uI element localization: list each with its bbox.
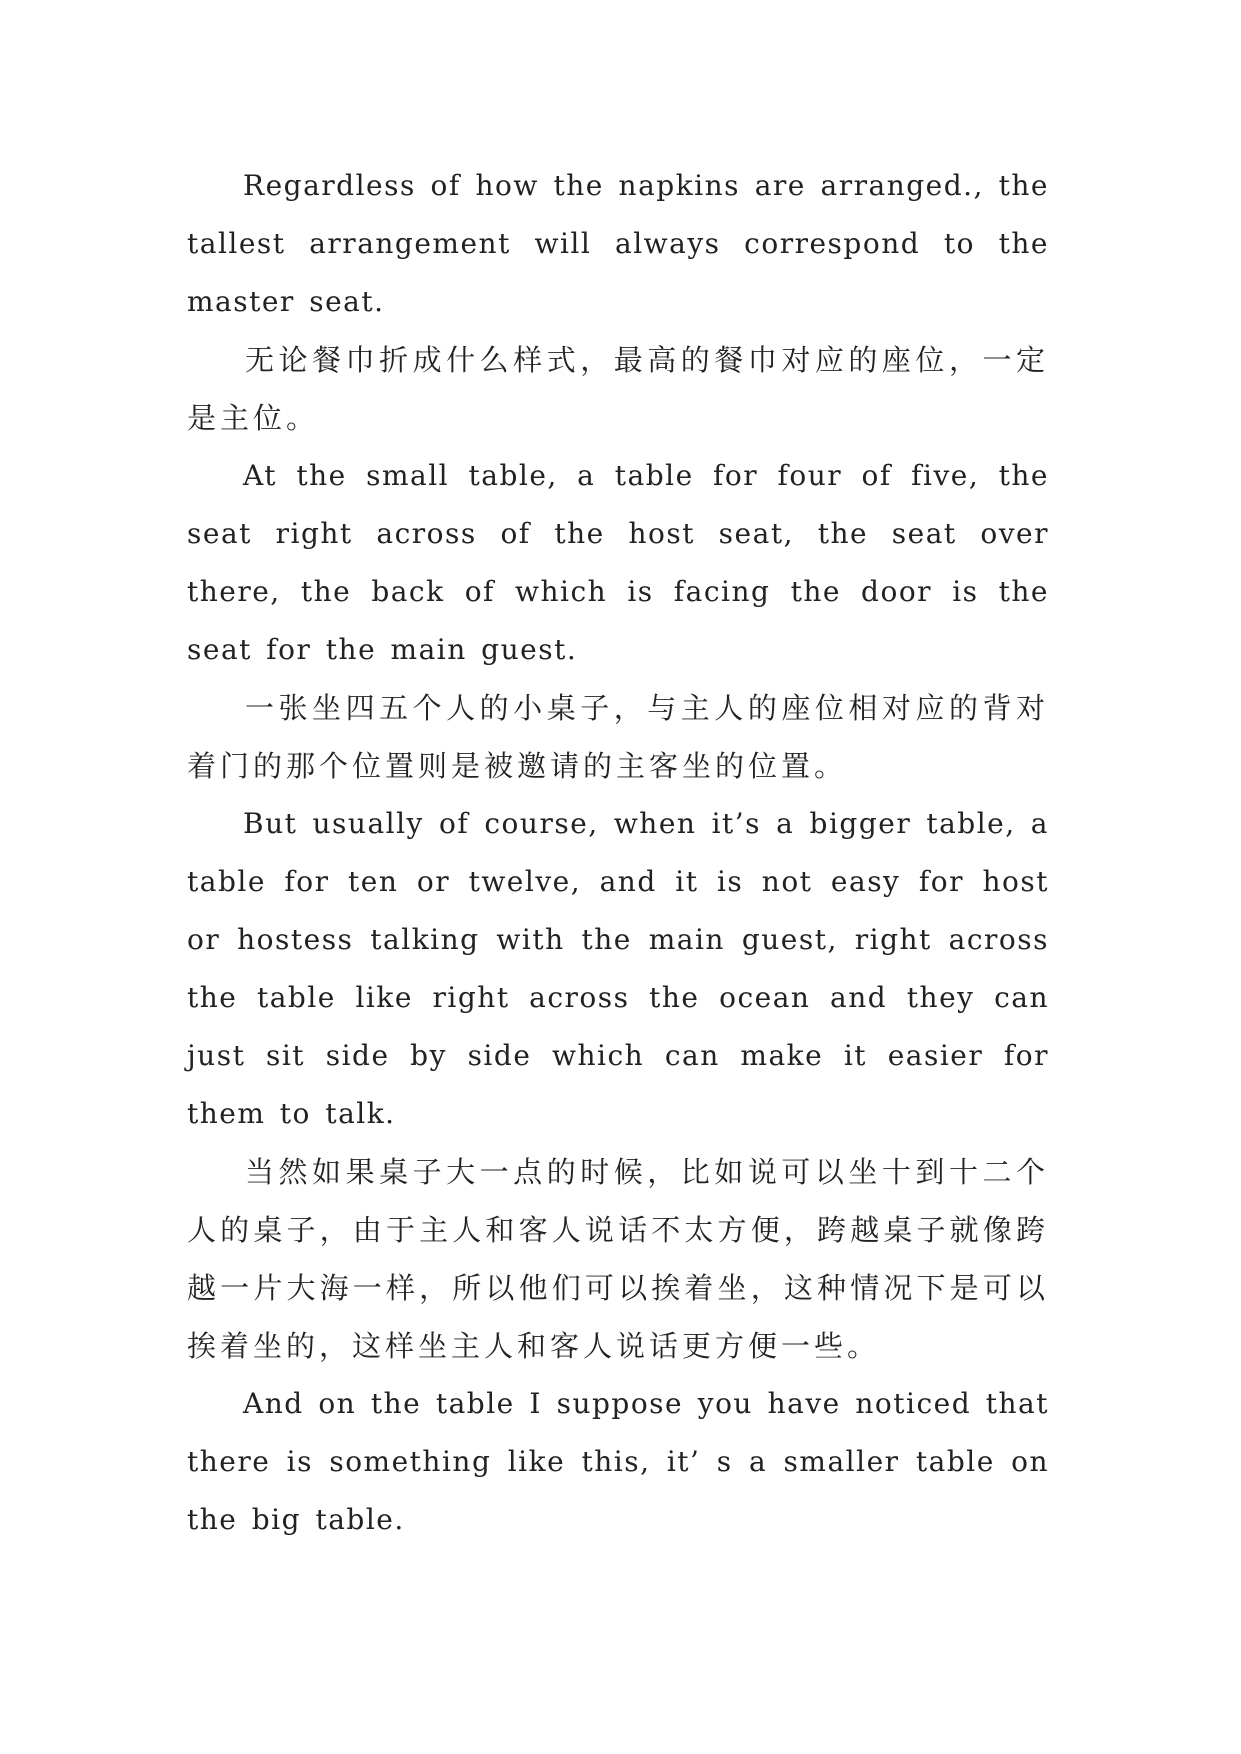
paragraph-zh-small-table: 一张坐四五个人的小桌子，与主人的座位相对应的背对着门的那个位置则是被邀请的主客坐的位置。 (187, 691, 1049, 783)
document-body (187, 157, 1049, 1549)
paragraph-en-bigger-table: But usually of course, when it’s a bigger table, a table for ten or twelve, and it is not easy for host or hostess talking with the main guest, right across the table like right across the ocean and they can just sit side by side which can make it easier for them to talk. (187, 807, 1049, 1130)
paragraph-en-smaller-table: And on the table I suppose you have noticed that there is something like this, it’ s a smaller table on the big table. (187, 1387, 1049, 1536)
paragraph-zh-bigger-table: 当然如果桌子大一点的时候，比如说可以坐十到十二个人的桌子，由于主人和客人说话不太方便，跨越桌子就像跨越一片大海一样，所以他们可以挨着坐，这种情况下是可以挨着坐的，这样坐主人和客人说话更方便一些。 (187, 1155, 1049, 1363)
paragraph-en-small-table: At the small table, a table for four of five, the seat right across of the host seat, the seat over there, the back of which is facing the door is the seat for the main guest. (187, 459, 1049, 666)
paragraph-en-napkins: Regardless of how the napkins are arranged., the tallest arrangement will always correspond to the master seat. (187, 169, 1049, 318)
paragraph-zh-napkins: 无论餐巾折成什么样式，最高的餐巾对应的座位，一定是主位。 (187, 343, 1049, 435)
